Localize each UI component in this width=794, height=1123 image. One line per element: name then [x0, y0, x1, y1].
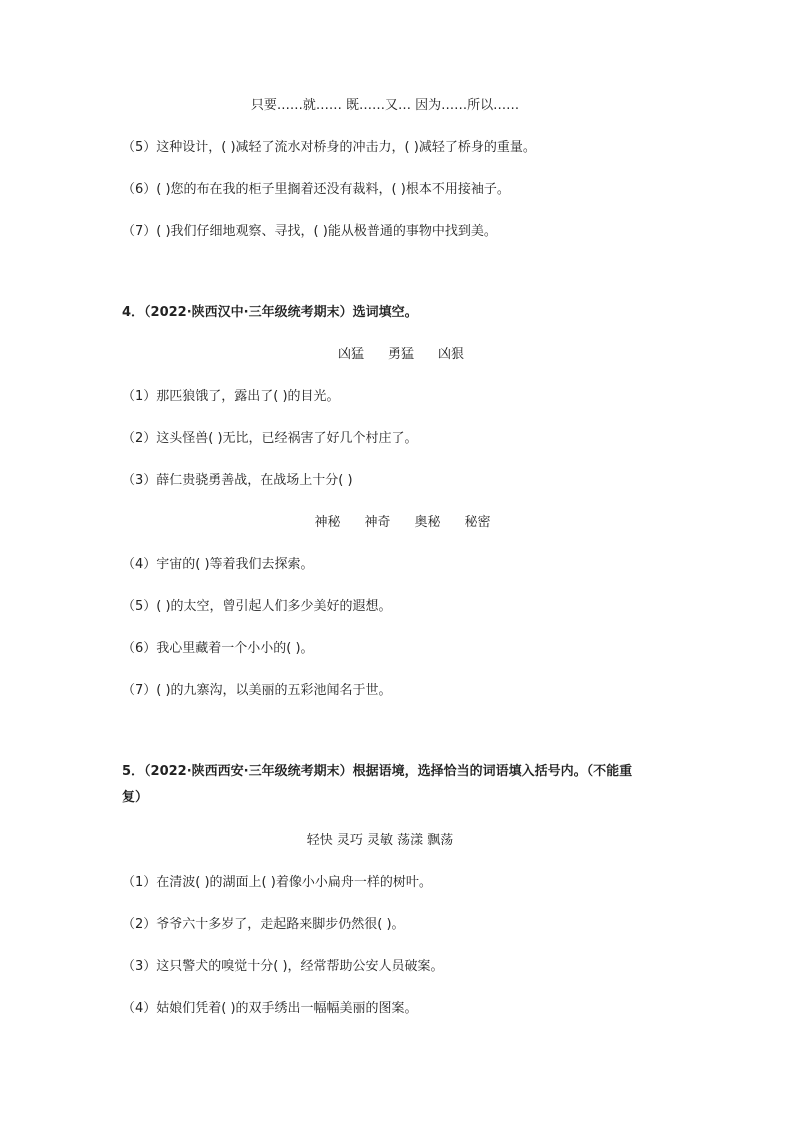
- question-item: （1）那匹狼饿了，露出了( )的目光。: [122, 389, 340, 404]
- question-item: （2）这头怪兽( )无比，已经祸害了好几个村庄了。: [122, 431, 418, 446]
- word-options: 凶猛 勇猛 凶狠: [337, 347, 465, 362]
- word-options: 只要……就…… 既……又… 因为……所以……: [250, 98, 520, 113]
- question-item: （4）姑娘们凭着( )的双手绣出一幅幅美丽的图案。: [122, 1001, 418, 1016]
- question-item: （5）( )的太空，曾引起人们多少美好的遐想。: [122, 599, 392, 614]
- word-options: 神秘 神奇 奥秘 秘密: [314, 515, 491, 530]
- question-item: （6）( )您的布在我的柜子里搁着还没有裁料，( )根本不用接袖子。: [122, 182, 510, 197]
- question-item: （3）这只警犬的嗅觉十分( )，经常帮助公安人员破案。: [122, 959, 444, 974]
- question-item: （2）爷爷六十多岁了，走起路来脚步仍然很( )。: [122, 917, 405, 932]
- question-item: （4）宇宙的( )等着我们去探索。: [122, 557, 314, 572]
- question-item: （6）我心里藏着一个小小的( )。: [122, 641, 314, 656]
- question-item: （1）在清波( )的湖面上( )着像小小扁舟一样的树叶。: [122, 875, 432, 890]
- word-options: 轻快 灵巧 灵敏 荡漾 飘荡: [306, 833, 454, 848]
- question-item: （3）薛仁贵骁勇善战，在战场上十分( ): [122, 473, 353, 488]
- question-item: （7）( )我们仔细地观察、寻找，( )能从极普通的事物中找到美。: [122, 224, 497, 239]
- question-item: （5）这种设计，( )减轻了流水对桥身的冲击力，( )减轻了桥身的重量。: [122, 140, 536, 155]
- question-title: 复）: [122, 790, 149, 805]
- question-title: 5．（2022·陕西西安·三年级统考期末）根据语境，选择恰当的词语填入括号内。（不能重: [122, 764, 633, 779]
- question-title: 4．（2022·陕西汉中·三年级统考期末）选词填空。: [122, 305, 418, 320]
- question-item: （7）( )的九寨沟，以美丽的五彩池闻名于世。: [122, 683, 392, 698]
